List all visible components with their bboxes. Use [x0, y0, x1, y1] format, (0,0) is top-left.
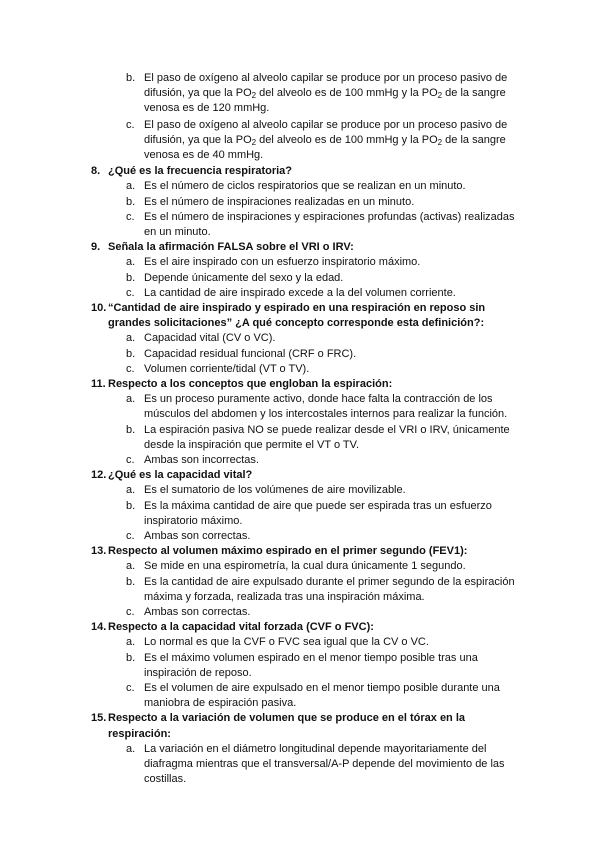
subscript: 2 [251, 91, 257, 101]
option-text: Es el sumatorio de los volúmenes de aire movilizable. [144, 484, 406, 497]
question-text: ¿Qué es la frecuencia respiratoria? [108, 165, 293, 178]
option-text: maniobra de espiración pasiva. [144, 697, 297, 710]
question-number: 8. [91, 165, 101, 178]
option-text: Ambas son correctas. [144, 606, 251, 618]
question-text: Respecto a los conceptos que engloban la espiración: [108, 378, 393, 390]
option-text: Es un proceso puramente activo, donde hace falta la contracción de los [144, 393, 493, 406]
option-letter: c. [126, 682, 135, 694]
question-number: 14. [91, 621, 107, 634]
question-number: 11. [91, 378, 106, 390]
option-text: Es el número de ciclos respiratorios que se realizan en un minuto. [144, 180, 466, 193]
question-text: Señala la afirmación FALSA sobre el VRI o IRV: [108, 241, 354, 254]
option-text: Es la cantidad de aire expulsado durante el primer segundo de la espiración [144, 575, 515, 588]
question-number: 9. [91, 241, 101, 254]
question-text: Respecto a la variación de volumen que se produce en el tórax en la [108, 712, 466, 725]
option-letter: a. [126, 560, 136, 573]
question-number: 12. [91, 469, 107, 482]
option-text: La cantidad de aire inspirado excede a la del volumen corriente. [144, 286, 456, 299]
option-letter: b. [126, 499, 136, 512]
text-run: del alveolo es de 100 mmHg y la PO [256, 133, 438, 146]
option-letter: a. [126, 484, 136, 497]
option-letter: c. [126, 362, 135, 375]
option-letter: c. [126, 606, 135, 618]
option-letter: a. [126, 180, 136, 193]
question-text: “Cantidad de aire inspirado y espirado en una respiración en reposo sin [108, 302, 486, 314]
option-text: Volumen corriente/tidal (VT o TV). [144, 362, 310, 375]
question-number: 15. [91, 712, 107, 725]
option-letter: b. [126, 72, 136, 84]
option-text: El paso de oxígeno al alveolo capilar se produce por un proceso pasivo de [144, 118, 508, 131]
option-text: Ambas son correctas. [144, 530, 251, 542]
option-letter: b. [126, 271, 136, 284]
option-letter: c. [126, 286, 135, 299]
option-text [144, 86, 506, 101]
option-text: venosa es de 120 mmHg. [144, 102, 270, 115]
option-letter: a. [126, 393, 136, 406]
option-text: Capacidad vital (CV o VC). [144, 332, 276, 345]
option-text [144, 133, 506, 148]
question-number: 13. [91, 545, 107, 558]
question-text: respiración: [108, 727, 171, 740]
option-letter: a. [126, 256, 136, 269]
option-text: costillas. [144, 773, 187, 786]
question-text: Respecto al volumen máximo espirado en el primer segundo (FEV1): [108, 545, 468, 558]
option-text: La espiración pasiva NO se puede realizar desde el VRI o IRV, únicamente [144, 423, 510, 436]
option-text: inspiratorio máximo. [144, 514, 243, 527]
option-letter: b. [126, 347, 136, 360]
option-letter: a. [126, 332, 136, 345]
option-text: desde la inspiración que permite el VT o TV. [144, 438, 360, 451]
text-run: del alveolo es de 100 mmHg y la PO [256, 87, 438, 100]
option-text: músculos del abdomen y los intercostales internos para realizar la función. [144, 408, 508, 421]
option-text: venosa es de 40 mmHg. [144, 149, 264, 161]
option-letter: c. [126, 530, 135, 542]
option-letter: c. [126, 210, 135, 223]
question-text: Respecto a la capacidad vital forzada (CVF o FVC): [108, 621, 374, 634]
option-text: Es el máximo volumen espirado en el menor tiempo posible tras una [144, 651, 478, 664]
option-text: Es el número de inspiraciones realizadas en un minuto. [144, 195, 415, 208]
option-text: Es la máxima cantidad de aire que puede ser espirada tras un esfuerzo [144, 499, 492, 512]
option-text: máxima y forzada, realizada tras una inspiración máxima. [144, 590, 425, 603]
option-letter: b. [126, 423, 136, 436]
option-text: Depende únicamente del sexo y la edad. [144, 271, 344, 284]
option-text: El paso de oxígeno al alveolo capilar se produce por un proceso pasivo de [144, 72, 508, 84]
question-text: ¿Qué es la capacidad vital? [108, 469, 253, 482]
option-text: Es el aire inspirado con un esfuerzo inspiratorio máximo. [144, 256, 421, 269]
option-text: Ambas son incorrectas. [144, 454, 259, 466]
text-run: difusión, ya que la PO [144, 133, 252, 146]
text-run: de la sangre [442, 87, 506, 100]
option-letter: c. [126, 454, 135, 466]
option-text: Lo normal es que la CVF o FVC sea igual que la CV o VC. [144, 636, 429, 649]
option-text: Capacidad residual funcional (CRF o FRC). [144, 347, 357, 360]
text-run: de la sangre [442, 133, 506, 146]
option-letter: b. [126, 195, 136, 208]
option-text: diafragma mientras que el transversal/A-P depende del movimiento de las [144, 758, 505, 770]
option-letter: b. [126, 651, 136, 664]
question-text: grandes solicitaciones” ¿A qué concepto corresponde esta definición?: [108, 317, 485, 330]
subscript: 2 [437, 91, 443, 101]
option-text: Es el número de inspiraciones y espiraciones profundas (activas) realizadas [144, 210, 515, 223]
option-letter: a. [126, 636, 136, 649]
option-text: Se mide en una espirometría, la cual dura únicamente 1 segundo. [144, 560, 466, 573]
text-run: difusión, ya que la PO [144, 87, 252, 100]
option-letter: b. [126, 575, 136, 588]
option-text: inspiración de reposo. [144, 666, 252, 679]
option-letter: c. [126, 118, 135, 131]
question-number: 10. [91, 302, 107, 314]
option-text: en un minuto. [144, 226, 211, 238]
option-text: Es el volumen de aire expulsado en el menor tiempo posible durante una [144, 682, 500, 694]
option-letter: a. [126, 742, 136, 755]
option-text: La variación en el diámetro longitudinal depende mayoritariamente del [144, 742, 487, 755]
subscript: 2 [437, 137, 443, 147]
subscript: 2 [251, 137, 257, 147]
